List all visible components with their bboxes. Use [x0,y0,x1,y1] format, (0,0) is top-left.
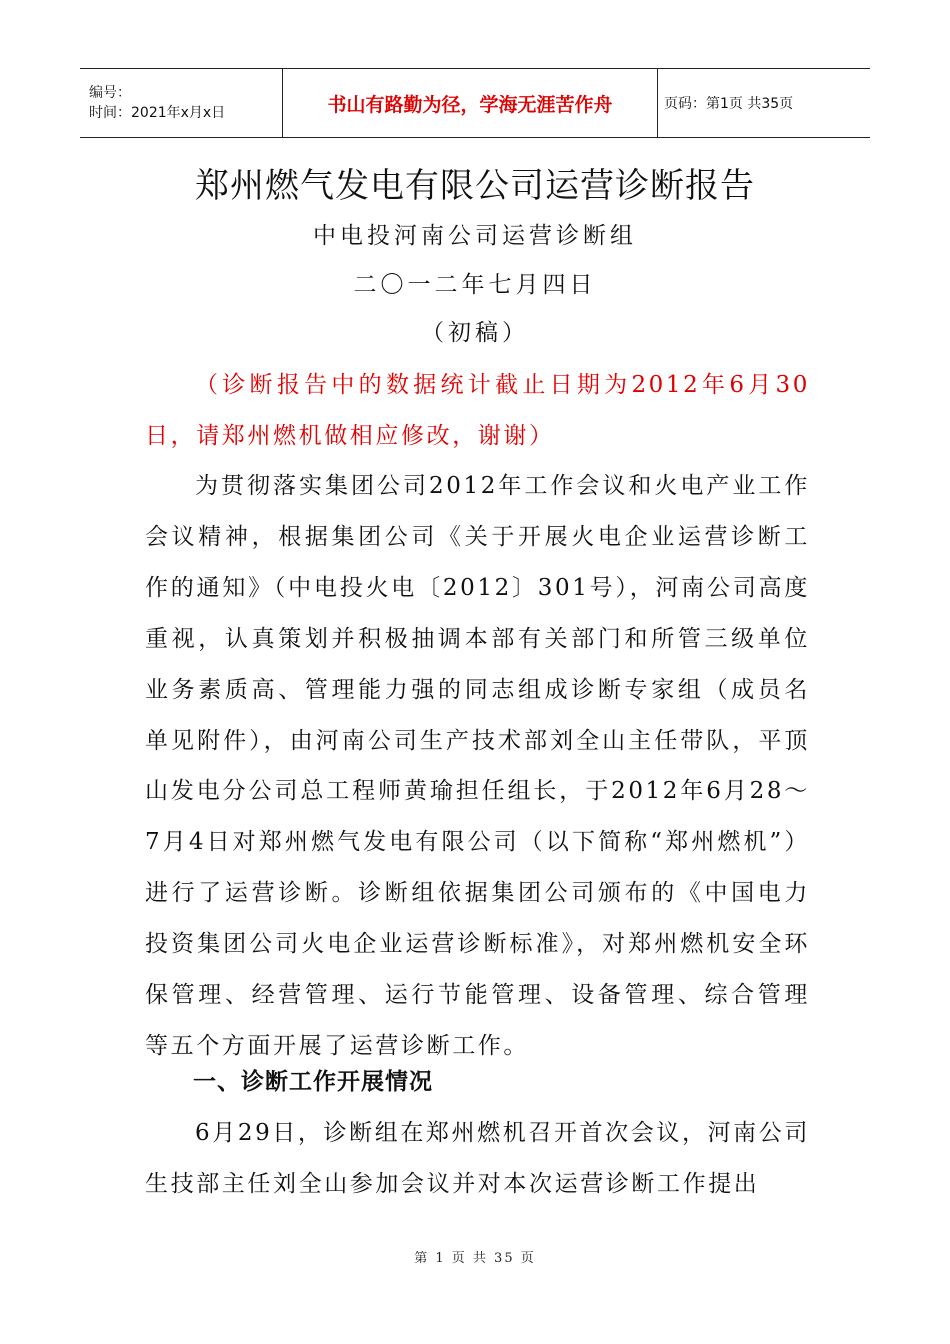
document-title: 郑州燃气发电有限公司运营诊断报告 [195,166,755,206]
report-date: 二〇一二年七月四日 [353,272,597,298]
red-notice: （诊断报告中的数据统计截止日期为2012年6月30日，请郑州燃机做相应修改，谢谢） [145,372,810,449]
motto-text: 书山有路勤为径，学海无涯苦作舟 [327,93,613,116]
page-header [80,68,870,138]
page-footer: 第 1 页 共 35 页 [414,1251,536,1266]
header-page-info [658,69,870,137]
document-time-label: 时间：2021年x月x日 [89,105,226,121]
draft-note: （初稿） [421,320,529,346]
page-info-text: 页码：第1页 共35页 [664,96,794,112]
organization-name: 中电投河南公司运营诊断组 [313,223,637,249]
body-paragraph: 6月29日，诊断组在郑州燃机召开首次会议，河南公司生技部主任刘全山参加会议并对本次运营诊断工作提出 [145,1120,810,1197]
section-heading: 一、诊断工作开展情况 [193,1069,433,1095]
header-meta [80,69,282,137]
document-number-label: 编号： [89,85,131,101]
header-motto [282,69,658,137]
intro-paragraph: 为贯彻落实集团公司2012年工作会议和火电产业工作会议精神，根据集团公司《关于开展火电企业运营诊断工作的通知》（中电投火电〔2012〕301号），河南公司高度重视，认真策划并积极抽调本部有关部门和所管三级单位业务素质高、管理能力强的同志组成诊断专家组（成员名单见附件），由河南公司生产技术部刘全山主任带队，平顶山发电分公司总工程师黄瑜担任组长，于2012年6月28～7月4日对郑州燃气发电有限公司（以下简称“郑州燃机”）进行了运营诊断。诊断组依据集团公司颁布的《中国电力投资集团公司火电企业运营诊断标准》，对郑州燃机安全环保管理、经营管理、运行节能管理、设备管理、综合管理等五个方面开展了运营诊断工作。 [145,473,810,1059]
